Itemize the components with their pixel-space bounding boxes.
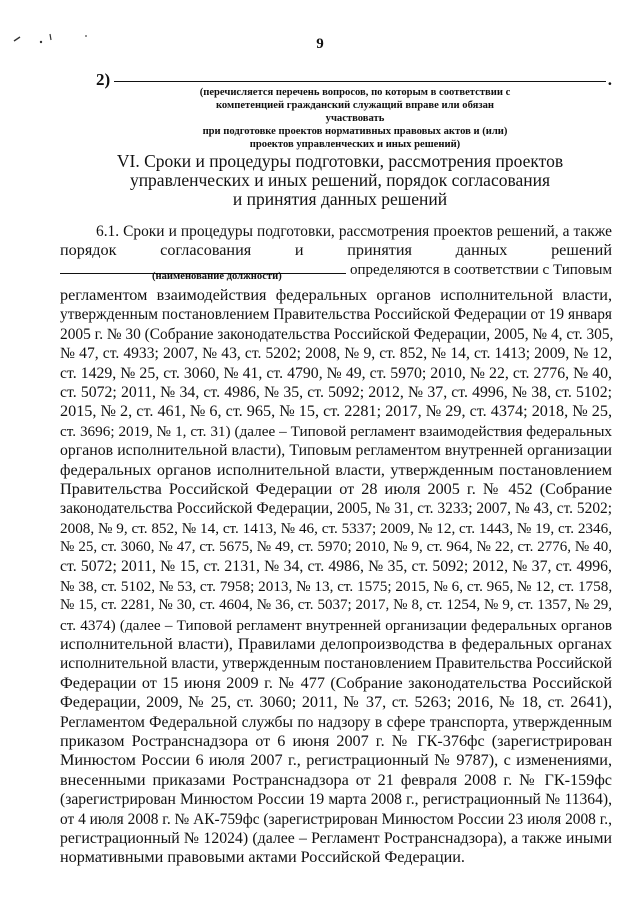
note-line: проектов управленческих и иных решений) (249, 139, 461, 150)
paragraph-line: ст. 5072; 2011, № 15, ст. 2131, № 34, ст. 4986, № 35, ст. 5092; 2012, № 37, ст. 4996, (60, 558, 612, 576)
paragraph-line: ст. 3696; 2019, № 1, ст. 31) (далее – Типовой регламент взаимодействия федеральных (60, 422, 612, 440)
paragraph-line: (зарегистрирован Минюстом России 19 марта 2008 г., регистрационный № 11364), (60, 791, 612, 809)
paragraph-line: исполнительной власти), Правилами делопроизводства в федеральных органах (60, 635, 612, 654)
paragraph-line: утвержденным постановлением Правительства Российской Федерации от 19 января (60, 306, 612, 324)
paragraph-line: 6.1. Сроки и процедуры подготовки, рассмотрения проектов решений, а также (96, 223, 612, 240)
paragraph-line: № 47, ст. 4933; 2007, № 43, ст. 5202; 2008, № 9, ст. 852, № 14, ст. 1413; 2009, № 12, (60, 345, 612, 363)
paragraph-line: Правительства Российской Федерации от 28 июля 2005 г. № 452 (Собрание (60, 479, 612, 498)
paragraph-line: № 25, ст. 3060, № 47, ст. 5675, № 49, ст. 5970; 2010, № 9, ст. 964, № 22, ст. 2776, № 40, (60, 539, 612, 556)
note-line: при подготовке проектов нормативных правовых актов и (или) (202, 126, 508, 137)
paragraph-line: органов исполнительной власти), Типовым регламентом внутренней организации (60, 442, 612, 460)
section-title-line: VI. Сроки и процедуры подготовки, рассмотрения проектов (116, 151, 564, 171)
paragraph-line: ст. 1429, № 25, ст. 3060, № 41, ст. 4790, № 49, ст. 5970; 2010, № 22, ст. 2776, № 40, (60, 364, 612, 382)
paragraph-line: Регламентом Федеральной службы по надзору в сфере транспорта, утвержденным (60, 713, 612, 731)
note-line: компетенцией гражданский служащий вправе или обязан участвовать (215, 100, 495, 124)
paragraph-line: Федерации, 2009, № 25, ст. 3060; 2011, № 37, ст. 5263; 2016, № 18, ст. 2641), (60, 693, 612, 712)
blank-line-text: определяются в соответствии с Типовым (350, 261, 612, 278)
paragraph-line: ст. 4374) (далее – Типовой регламент внутренней организации федеральных органов (60, 616, 612, 634)
paragraph-line: Минюстом России 6 июля 2007 г., регистрационный № 9787), с изменениями, (60, 751, 612, 770)
section-title (100, 152, 580, 209)
paragraph-6-1-head (60, 222, 612, 280)
paragraph-line: ст. 5072; 2011, № 34, ст. 4986, № 35, ст. 5092; 2012, № 37, ст. 4996, № 38, ст. 5102; (60, 383, 612, 401)
fill-in-line (114, 81, 606, 82)
paragraph-line: регламентом взаимодействия федеральных органов исполнительной власти, (60, 286, 612, 304)
paragraph-line: законодательства Российской Федерации, 2005, № 31, ст. 3233; 2007, № 43, ст. 5202; (60, 500, 612, 518)
paragraph-line: № 15, ст. 2281, № 30, ст. 4604, № 36, ст. 5037; 2017, № 8, ст. 1254, № 9, ст. 1357, № 29, (60, 597, 612, 614)
paragraph-line: приказом Ространснадзора от 6 июня 2007 г. № ГК-376фс (зарегистрирован (60, 731, 612, 750)
paragraph-line: внесенными приказами Ространснадзора от 21 февраля 2008 г. № ГК-159фс (60, 770, 612, 789)
section-title-line: и принятия данных решений (232, 189, 448, 209)
section-title-line: управленческих и иных решений, порядок согласования (129, 170, 551, 190)
page-number: 9 (316, 36, 324, 52)
paragraph-line: Федерации от 15 июня 2009 г. № 477 (Собрание законодательства Российской (60, 673, 612, 692)
paragraph-line: исполнительной власти, утвержденным постановлением Правительства Российской (60, 655, 612, 673)
item-end-mark: . (607, 70, 612, 89)
paragraph-line: 2005 г. № 30 (Собрание законодательства Российской Федерации, 2005, № 4, ст. 305, (60, 325, 614, 343)
paragraph-line: нормативными правовыми актами Российской Федерации. (60, 848, 465, 867)
paragraph-line: от 4 июля 2008 г. № АК-759фс (зарегистрирован Минюстом России 23 июля 2008 г., (60, 810, 612, 828)
paragraph-line: 2008, № 9, ст. 852, № 14, ст. 1413, № 46, ст. 5337; 2009, № 12, ст. 1443, № 19, ст. 2346, (60, 519, 612, 537)
paragraph-line: регистрационный № 12024) (далее – Регламент Ространснадзора), а также иными (60, 829, 612, 847)
paragraph-line: № 38, ст. 5102, № 53, ст. 7958; 2013, № 13, ст. 1575; 2015, № 6, ст. 965, № 12, ст. 1758, (60, 577, 613, 595)
paragraph-line: порядок согласования и принятия данных решений (60, 241, 612, 260)
position-blank-line (60, 261, 612, 280)
paragraph-6-1-body (60, 286, 612, 868)
paragraph-line: федеральных органов исполнительной власти, утвержденным постановлением (60, 460, 612, 479)
item-number: 2) (96, 70, 111, 89)
note-line: (перечисляется перечень вопросов, по которым в соответствии с (199, 87, 511, 98)
fill-in-note (190, 86, 520, 151)
position-caption: (наименование должности) (152, 271, 282, 282)
paragraph-line: 2015, № 2, ст. 461, № 6, ст. 965, № 15, ст. 2281; 2017, № 29, ст. 4374; 2018, № 25, (60, 402, 612, 421)
